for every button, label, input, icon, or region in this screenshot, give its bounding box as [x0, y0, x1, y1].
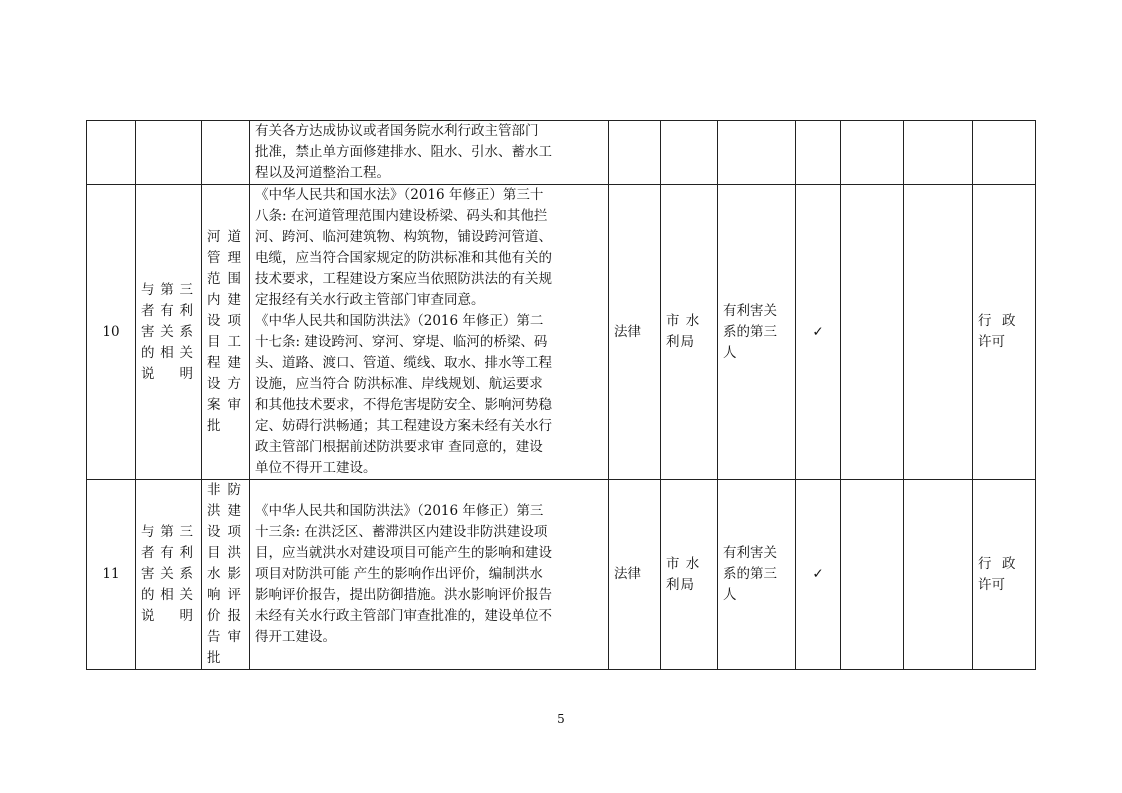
basis-line: 设施，应当符合 防洪标准、岸线规划、航运要求 — [255, 376, 543, 392]
table-row — [87, 480, 1036, 670]
basis-line: 政主管部门根据前述防洪要求审 查同意的，建设 — [255, 439, 543, 455]
row-number: 10 — [87, 185, 136, 480]
responsibility-cell: 有利害关系的第三人 — [718, 480, 796, 670]
basis-line: 得开工建设。 — [255, 629, 336, 645]
item-name-cell: 非防洪建设项目洪水影响评价报告审批 — [202, 480, 250, 670]
legal-basis-cell — [250, 185, 609, 480]
basis-line: 《中华人民共和国防洪法》（2016 年修正）第三 — [255, 503, 544, 519]
kind-cell — [973, 121, 1036, 185]
number-cell — [87, 121, 136, 185]
page-number: 5 — [557, 712, 565, 726]
kind-line: 许可 — [978, 576, 1005, 593]
legal-basis-cell — [250, 480, 609, 670]
empty-cell — [841, 480, 904, 670]
item-name-cell: 河道管理范围内建设项目工程建设方案审批 — [202, 185, 250, 480]
kind-line: 许可 — [978, 334, 1005, 350]
basis-line: 电缆，应当符合国家规定的防洪标准和其他有关的 — [255, 250, 552, 266]
basis-line: 十七条: 建设跨河、穿河、穿堤、临河的桥梁、码 — [255, 334, 548, 350]
checkmark: ✓ — [796, 480, 841, 670]
basis-line: 和其他技术要求，不得危害堤防安全、影响河势稳 — [255, 397, 552, 413]
kind-line — [978, 311, 1030, 332]
basis-line: 未经有关水行政主管部门审查批准的，建设单位不 — [255, 608, 552, 624]
basis-line: 十三条: 在洪泛区、蓄滞洪区内建设非防洪建设项 — [255, 524, 548, 540]
table-row-continuation — [87, 121, 1036, 185]
legal-basis-cell — [250, 121, 609, 185]
basis-line: 《中华人民共和国防洪法》（2016 年修正）第二 — [255, 313, 544, 329]
basis-line: 影响评价报告，提出防御措施。洪水影响评价报告 — [255, 587, 552, 603]
department-cell — [661, 185, 718, 480]
basis-line: 定报经有关水行政主管部门审查同意。 — [255, 292, 485, 308]
kind-cell — [973, 185, 1036, 480]
check-cell — [796, 121, 841, 185]
department-cell — [661, 121, 718, 185]
basis-line: 技术要求，工程建设方案应当依照防洪法的有关规 — [255, 271, 552, 287]
law-type-cell: 法律 — [609, 480, 661, 670]
category-cell — [136, 121, 202, 185]
responsibility-cell: 有利害关系的第三人 — [718, 185, 796, 480]
empty-cell — [904, 121, 973, 185]
row-number: 11 — [87, 480, 136, 670]
basis-line: 程以及河道整治工程。 — [255, 165, 390, 181]
basis-line: 目，应当就洪水对建设项目可能产生的影响和建设 — [255, 545, 552, 561]
kind-char: 政 — [1002, 313, 1016, 329]
empty-cell — [841, 121, 904, 185]
basis-line: 项目对防洪可能 产生的影响作出评价，编制洪水 — [255, 566, 543, 582]
basis-line: 批准，禁止单方面修建排水、阻水、引水、蓄水工 — [255, 144, 552, 160]
department-line: 利局 — [666, 576, 695, 593]
basis-line: 河、跨河、临河建筑物、构筑物，铺设跨河管道、 — [255, 229, 552, 245]
regulation-table — [86, 120, 1036, 670]
basis-line: 《中华人民共和国水法》（2016 年修正）第三十 — [255, 187, 544, 203]
type-cell — [609, 121, 661, 185]
department-line: 市 水 — [666, 555, 701, 572]
item-cell — [202, 121, 250, 185]
empty-cell — [904, 185, 973, 480]
kind-cell — [973, 480, 1036, 670]
department-line: 市 水 — [666, 313, 701, 329]
department-cell — [661, 480, 718, 670]
category-cell: 与第三者有利害关系的相关说明 — [136, 185, 202, 480]
kind-char: 政 — [1002, 555, 1016, 572]
basis-line: 单位不得开工建设。 — [255, 460, 377, 476]
category-cell: 与第三者有利害关系的相关说明 — [136, 480, 202, 670]
kind-line — [978, 554, 1030, 575]
department-line: 利局 — [666, 334, 695, 350]
basis-line: 头、道路、渡口、管道、缆线、取水、排水等工程 — [255, 355, 552, 371]
kind-char: 行 — [978, 555, 992, 572]
basis-line: 八条: 在河道管理范围内建设桥梁、码头和其他拦 — [255, 208, 548, 224]
empty-cell — [841, 185, 904, 480]
law-type-cell: 法律 — [609, 185, 661, 480]
kind-char: 行 — [978, 313, 992, 329]
basis-line: 定、妨碍行洪畅通；其工程建设方案未经有关水行 — [255, 418, 552, 434]
responsibility-cell — [718, 121, 796, 185]
table-row — [87, 185, 1036, 480]
empty-cell — [904, 480, 973, 670]
basis-line: 有关各方达成协议或者国务院水利行政主管部门 — [255, 123, 539, 139]
checkmark: ✓ — [796, 185, 841, 480]
